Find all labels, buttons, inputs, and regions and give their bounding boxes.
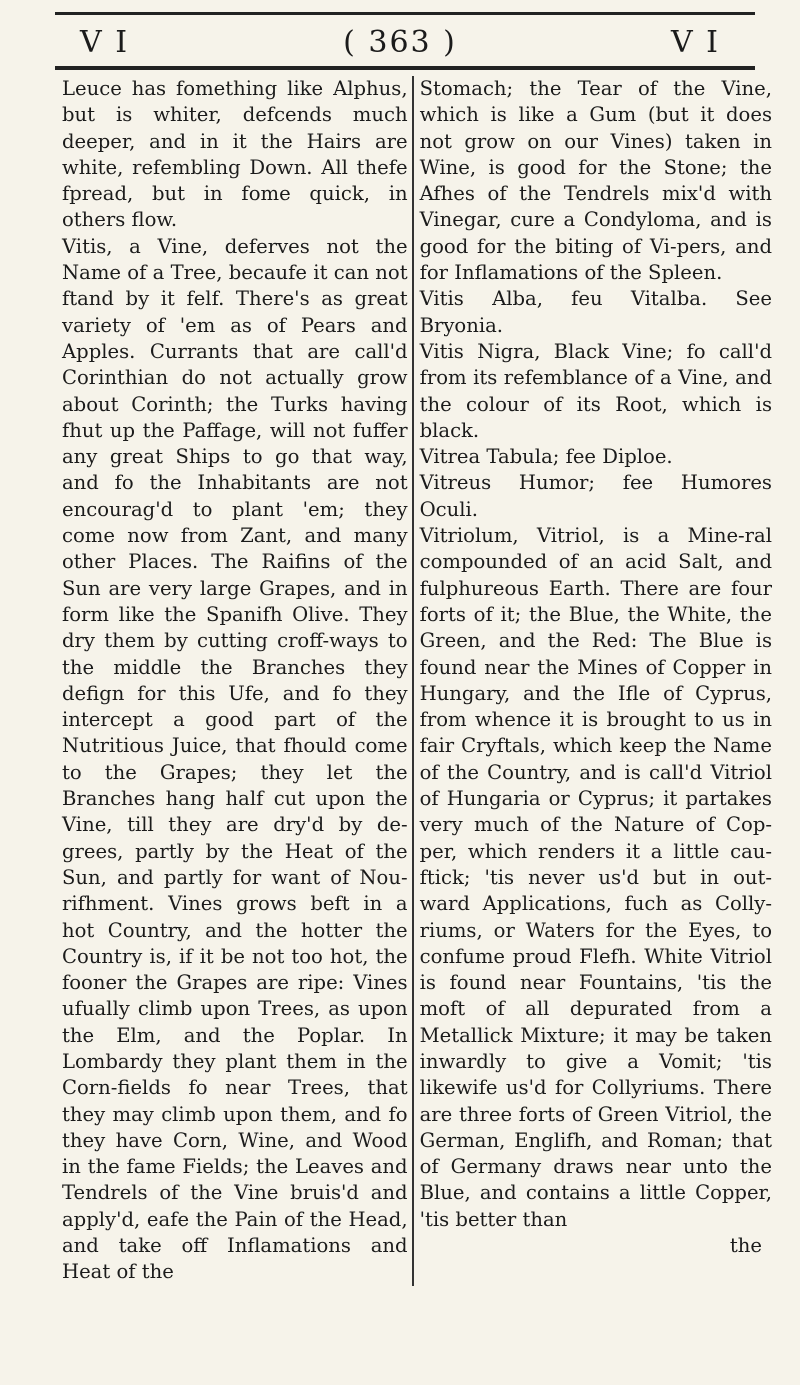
entry-leuce: Leuce has fomething like Alphus, but is whiter, defcends much deeper, and in it the Hairs are white, refembling Down. All thefe fpread, but in fome quick, in others flow. (62, 77, 408, 232)
entry-vitriolum: Vitriolum, Vitriol, is a Mine-ral compounded of an acid Salt, and fulphureous Earth. There are four forts of it; the Blue, the White, the Green, and the Red: The Blue is found near the Mines of Copper in Hungary, and the Ifle of Cyprus, from whence it is brought to us in fair Cryftals, which keep the Name of the Country, and is call'd Vitriol of Hungaria or Cyprus; it partakes very much of the Nature of Cop-per, which renders it a little cau-ftick; 'tis never us'd but in out-ward Applications, fuch as Colly-riums, or Waters for the Eyes, to confume proud Flefh. White Vitriol is found near Fountains, 'tis the moft of all depurated from a Metallick Mixture; it may be taken inwardly to give a Vomit; 'tis likewife us'd for Collyriums. There are three forts of Green Vitriol, the German, Englifh, and Roman; that of Germany draws near unto the Blue, and contains a little Copper, 'tis better than (419, 524, 772, 1231)
top-rule (55, 12, 755, 15)
header-rule (55, 66, 755, 70)
header-left: V I (80, 24, 130, 60)
page-number: ( 363 ) (343, 24, 457, 60)
entry-vitis-continued: Stomach; the Tear of the Vine, which is like a Gum (but it does not grow on our Vines) taken in Wine, is good for the Stone; the Afhes of the Tendrels mix'd with Vinegar, cure a Condyloma, and is good for the biting of Vi-pers, and for Inflamations of the Spleen. (419, 77, 772, 285)
running-header (80, 18, 720, 66)
entry-vitis-alba: Vitis Alba, feu Vitalba. See Bryonia. (419, 287, 772, 337)
entry-vitreus-humor: Vitreus Humor; fee Humores Oculi. (419, 471, 772, 521)
left-column (62, 76, 412, 1286)
catchword: the (729, 1234, 762, 1258)
entry-vitis-nigra: Vitis Nigra, Black Vine; fo call'd from its refemblance of a Vine, and the colour of its Root, which is black. (419, 339, 772, 442)
entry-vitrea-tabula: Vitrea Tabula; fee Diploe. (419, 445, 673, 469)
entry-vitis: Vitis, a Vine, deferves not the Name of a Tree, becaufe it can not ftand by it felf. There's as great variety of 'em as of Pears and Apples. Currants that are call'd Corinthian do not actually grow about Corinth; the Turks having fhut up the Paffage, will not fuffer any great Ships to go that way, and fo the Inhabitants are not encourag'd to plant 'em; they come now from Zant, and many other Places. The Raifins of the Sun are very large Grapes, and in form like the Spanifh Olive. They dry them by cutting croff-ways to the middle the Branches they defign for this Ufe, and fo they intercept a good part of the Nutritious Juice, that fhould come to the Grapes; they let the Branches hang half cut upon the Vine, till they are dry'd by de-grees, partly by the Heat of the Sun, and partly for want of Nou-rifhment. Vines grows beft in a hot Country, and the hotter the Country is, if it be not too hot, the fooner the Grapes are ripe: Vines ufually climb upon Trees, as upon the Elm, and the Poplar. In Lombardy they plant them in the Corn-fields fo near Trees, that they may climb upon them, and fo they have Corn, Wine, and Wood in the fame Fields; the Leaves and Tendrels of the Vine bruis'd and apply'd, eafe the Pain of the Head, and take off Inflamations and Heat of the (62, 234, 408, 1284)
right-column (412, 76, 772, 1286)
text-columns (62, 76, 772, 1286)
header-right: V I (670, 24, 720, 60)
